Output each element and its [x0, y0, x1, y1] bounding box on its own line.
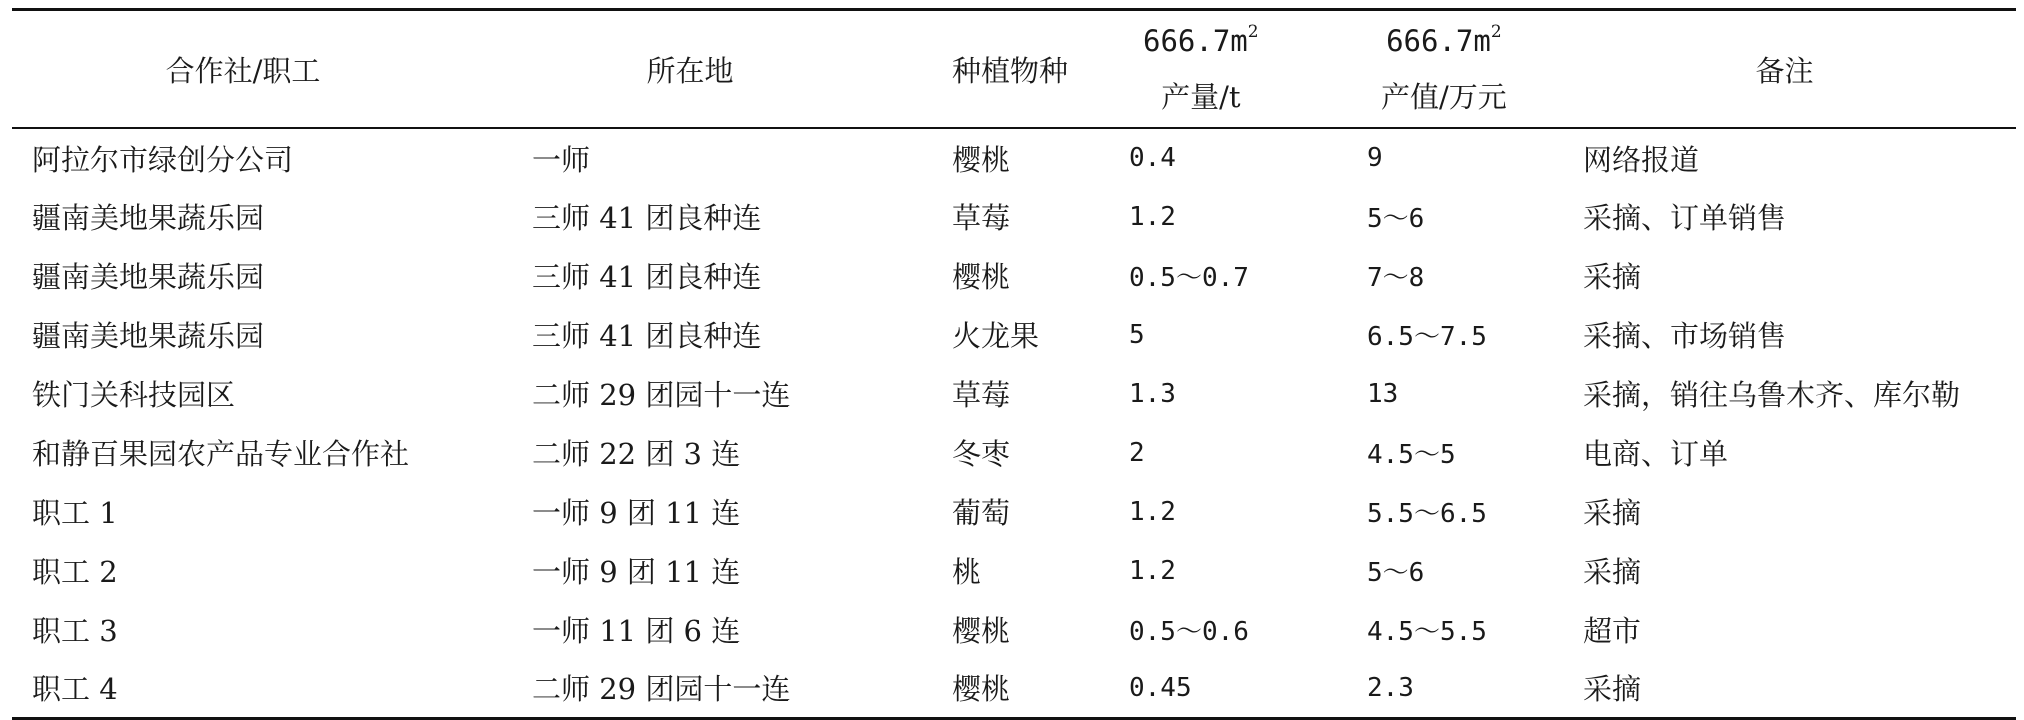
cell-crop: 火龙果: [952, 319, 1040, 353]
cell-notes: 采摘: [1583, 672, 1642, 707]
cell-location: 一师 11 团 6 连: [532, 614, 741, 648]
header-yield-label: 产量/t: [1161, 80, 1241, 114]
cell-yield: 0.4: [1129, 143, 1176, 173]
cell-yield: 5: [1129, 319, 1145, 350]
table-row: [12, 600, 2016, 659]
cell-location: 一师 9 团 11 连: [532, 555, 741, 589]
table-row: [12, 482, 2016, 541]
cell-crop: 草莓: [952, 201, 1011, 235]
cell-notes: 采摘，销往乌鲁木齐、库尔勒: [1583, 378, 1961, 412]
cell-value: 5～6: [1367, 204, 1425, 234]
table-row: [12, 246, 2016, 305]
table-row: [12, 423, 2016, 482]
cell-org: 疆南美地果蔬乐园: [32, 319, 265, 353]
cell-location: 三师 41 团良种连: [532, 260, 762, 294]
cell-notes: 电商、订单: [1583, 437, 1729, 471]
header-value-label: 产值/万元: [1381, 80, 1507, 114]
cell-notes: 超市: [1583, 614, 1642, 648]
header-location: 所在地: [646, 53, 734, 88]
cell-value: 13: [1367, 378, 1399, 409]
cooperative-production-table: [12, 8, 2016, 720]
table-row: [12, 364, 2016, 423]
cell-yield: 1.2: [1129, 555, 1176, 586]
header-crop: 种植物种: [952, 53, 1069, 88]
table-header: [12, 10, 2016, 129]
cell-org: 职工 3: [32, 614, 118, 648]
cell-yield: 2: [1129, 437, 1145, 468]
cell-location: 二师 29 团园十一连: [532, 672, 791, 707]
cell-org: 阿拉尔市绿创分公司: [32, 142, 294, 177]
cell-org: 疆南美地果蔬乐园: [32, 260, 265, 294]
table-row: [12, 659, 2016, 718]
cell-org: 职工 4: [32, 672, 118, 707]
cell-value: 7～8: [1367, 263, 1425, 293]
cell-location: 二师 29 团园十一连: [532, 378, 791, 412]
header-row: [12, 10, 2016, 129]
cell-location: 三师 41 团良种连: [532, 201, 762, 235]
cell-value: 4.5～5.5: [1367, 617, 1487, 647]
cell-value: 9: [1367, 143, 1383, 173]
cell-notes: 采摘、订单销售: [1583, 201, 1787, 235]
cell-location: 二师 22 团 3 连: [532, 437, 741, 471]
cell-org: 疆南美地果蔬乐园: [32, 201, 265, 235]
cell-yield: 0.5～0.7: [1129, 263, 1249, 293]
cell-yield: 1.2: [1129, 201, 1176, 232]
table-row: [12, 128, 2016, 187]
cell-notes: 采摘: [1583, 260, 1642, 294]
cell-org: 职工 2: [32, 555, 118, 589]
cell-yield: 1.2: [1129, 496, 1176, 527]
cell-value: 4.5～5: [1367, 440, 1456, 470]
header-value-unit: $666.7m^2$: [1386, 22, 1502, 58]
header-notes: 备注: [1755, 53, 1814, 88]
table-body: [12, 128, 2016, 718]
cell-org: 和静百果园农产品专业合作社: [32, 437, 410, 471]
cell-location: 三师 41 团良种连: [532, 319, 762, 353]
cell-notes: 采摘: [1583, 496, 1642, 530]
cell-value: 2.3: [1367, 672, 1414, 703]
cell-crop: 葡萄: [952, 496, 1011, 530]
cell-crop: 冬枣: [952, 437, 1011, 471]
header-org: 合作社/职工: [165, 53, 321, 88]
table-row: [12, 305, 2016, 364]
cell-yield: 1.3: [1129, 378, 1176, 409]
cell-notes: 网络报道: [1583, 142, 1700, 177]
cell-location: 一师: [532, 142, 591, 177]
cell-notes: 采摘: [1583, 555, 1642, 589]
table-row: [12, 541, 2016, 600]
header-value: [1341, 10, 1553, 129]
cell-crop: 樱桃: [952, 614, 1011, 648]
cell-value: 6.5～7.5: [1367, 322, 1487, 352]
header-yield: [1103, 10, 1341, 129]
cell-yield: 0.5～0.6: [1129, 617, 1249, 647]
cell-value: 5.5～6.5: [1367, 499, 1487, 529]
cell-notes: 采摘、市场销售: [1583, 319, 1787, 353]
cell-crop: 樱桃: [952, 142, 1011, 177]
table-row: [12, 187, 2016, 246]
cell-value: 5～6: [1367, 558, 1425, 588]
header-yield-unit: $666.7m^2$: [1143, 22, 1259, 58]
cell-yield: 0.45: [1129, 672, 1192, 703]
cell-crop: 草莓: [952, 378, 1011, 412]
cell-crop: 桃: [952, 555, 982, 589]
cell-crop: 樱桃: [952, 672, 1011, 707]
cell-location: 一师 9 团 11 连: [532, 496, 741, 530]
cell-org: 职工 1: [32, 496, 118, 530]
cell-crop: 樱桃: [952, 260, 1011, 294]
cell-org: 铁门关科技园区: [32, 378, 236, 412]
